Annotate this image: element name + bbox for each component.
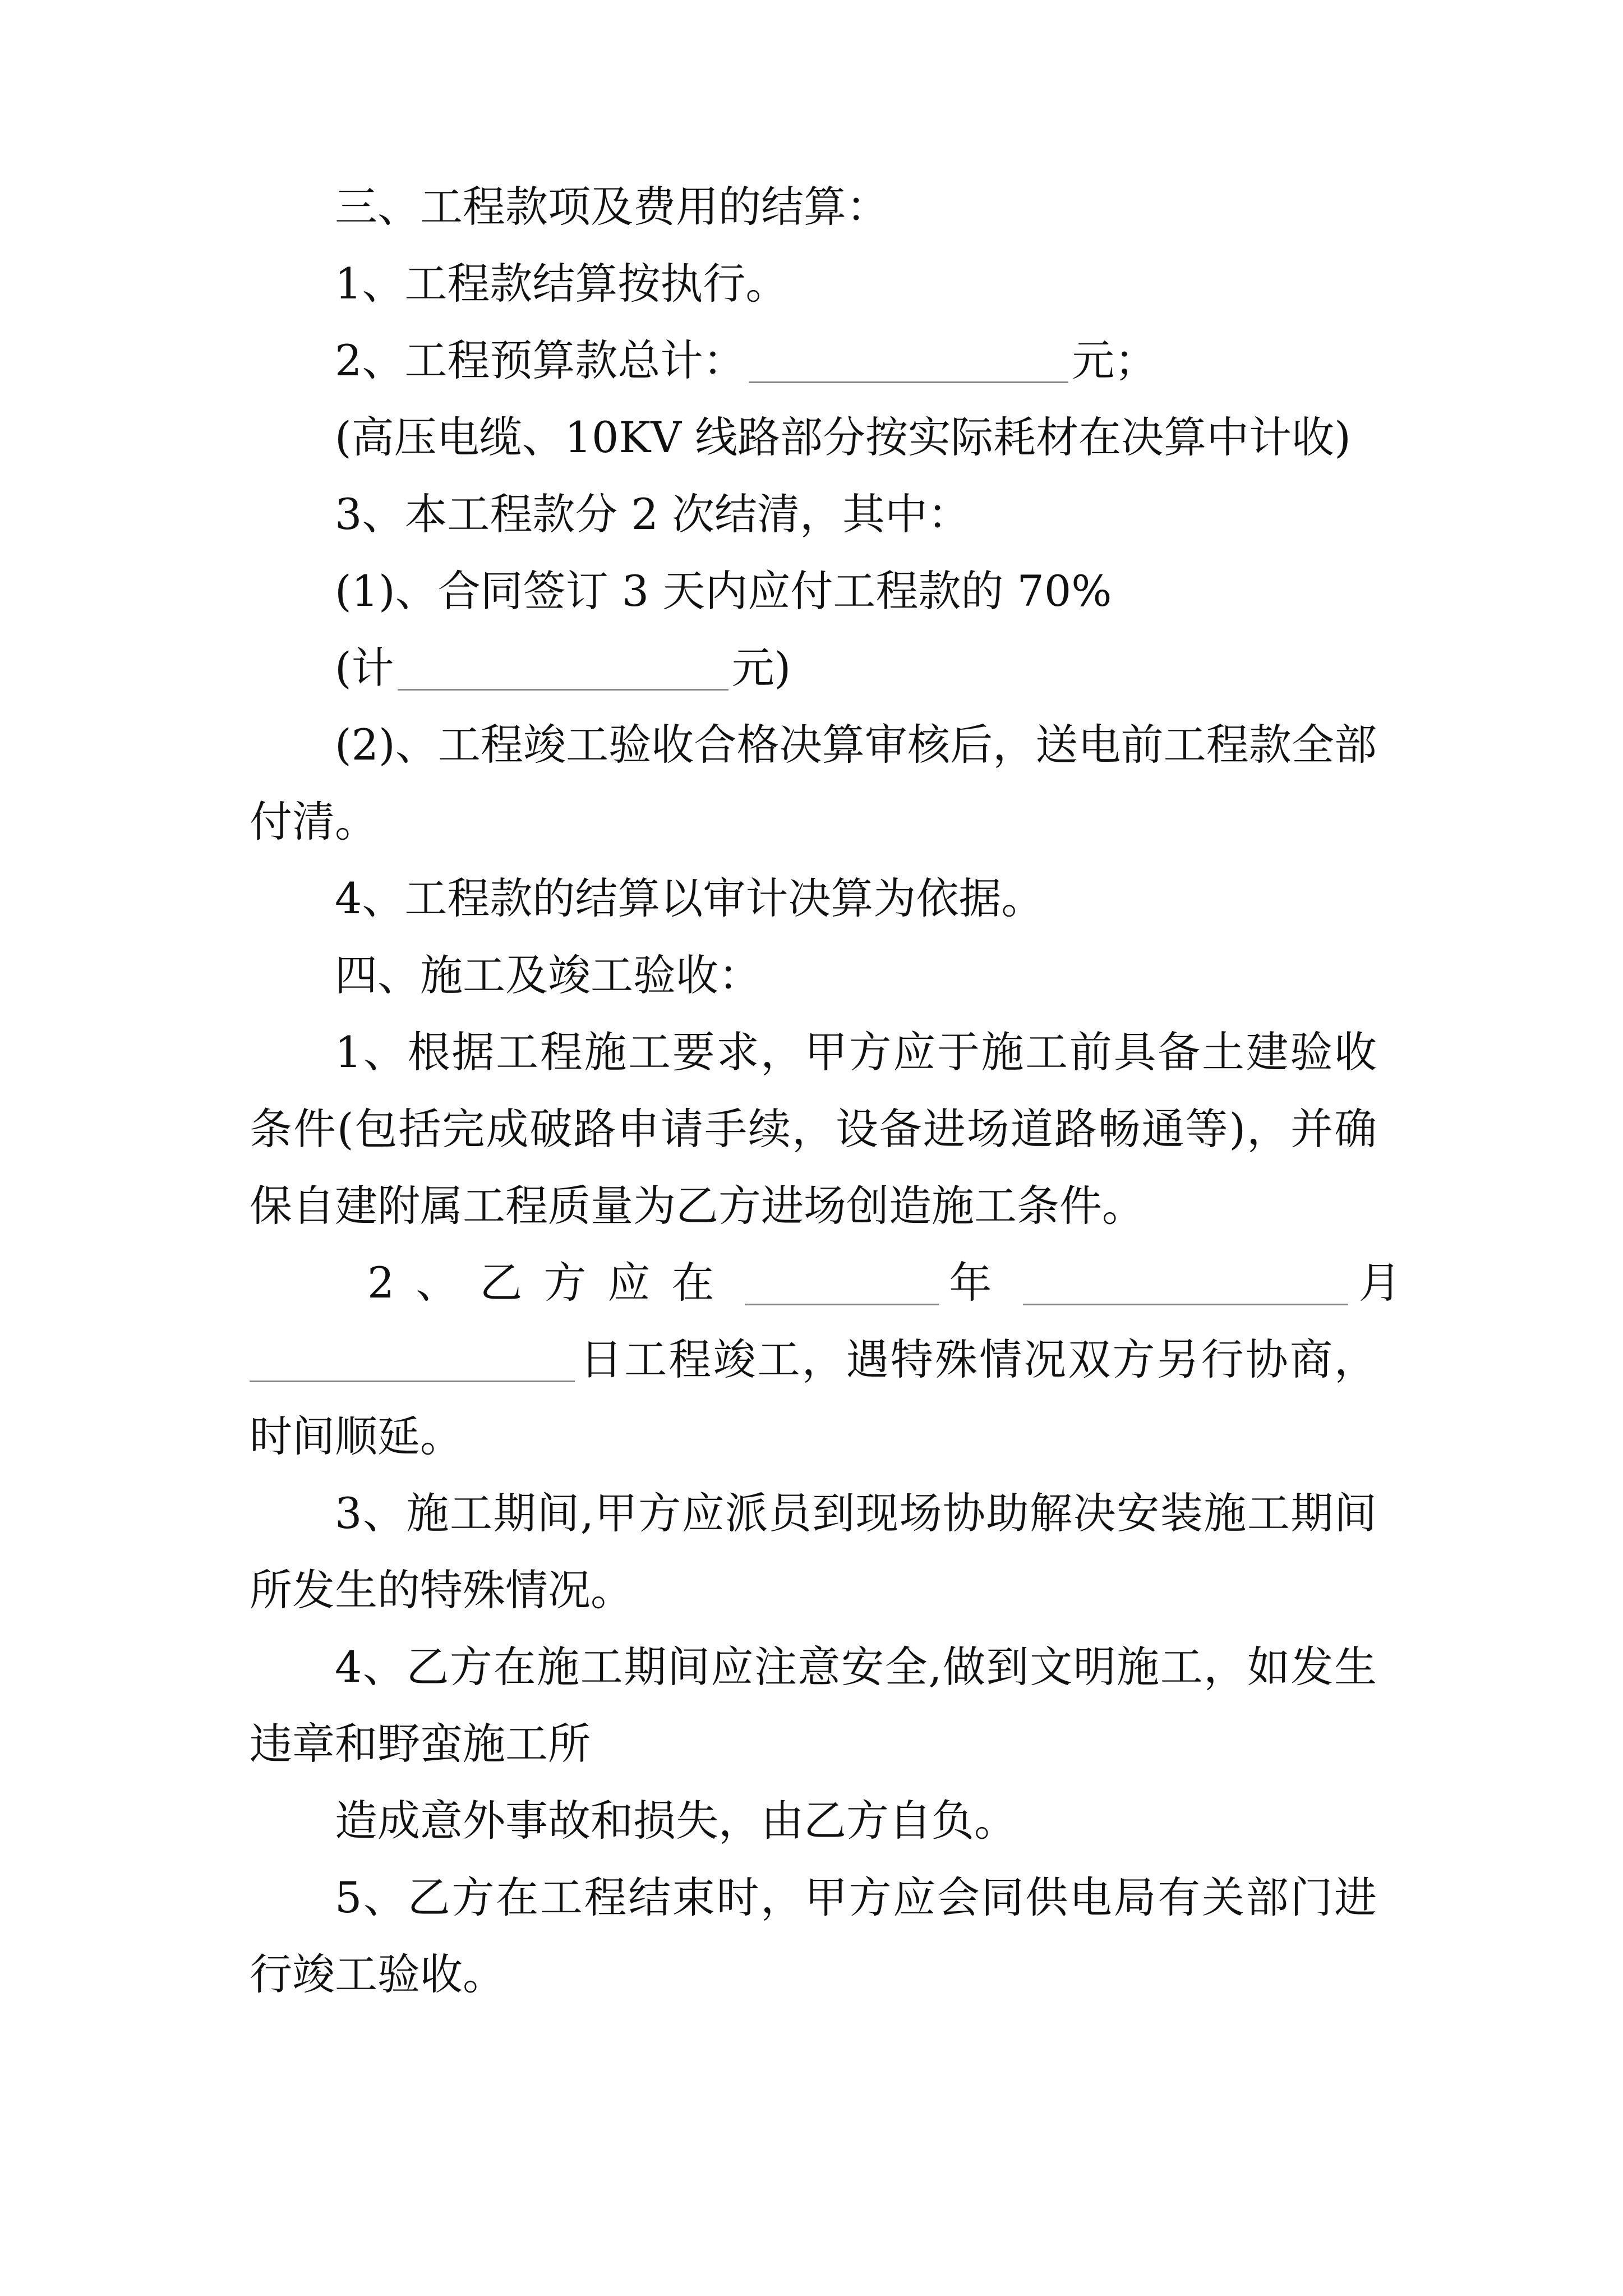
clause-budget-note: (高压电缆、10KV 线路部分按实际耗材在决算中计收) <box>335 412 1351 462</box>
first-payment-unit: 元) <box>731 643 791 693</box>
first-payment-label: (计 <box>335 643 394 693</box>
clause-budget-total <box>250 322 1377 399</box>
clause-payment-installments: 3、本工程款分 2 次结清，其中： <box>335 489 971 539</box>
completion-month-blank <box>1023 1303 1348 1305</box>
clause-audit-basis: 4、工程款的结算以审计决算为依据。 <box>335 873 1044 923</box>
first-payment-blank <box>398 688 728 691</box>
clause-first-payment: (1)、合同签订 3 天内应付工程款的 70% <box>335 566 1112 616</box>
clause-safety-liability: 造成意外事故和损失，由乙方自负。 <box>335 1796 1017 1846</box>
clause-completion-date-continued <box>250 1321 1377 1475</box>
completion-day-blank <box>250 1380 575 1382</box>
clause-second-payment: (2)、工程竣工验收合格决算审核后，送电前工程款全部付清。 <box>250 720 1377 846</box>
completion-month-label: 月 <box>1358 1258 1423 1308</box>
clause-final-acceptance: 5、乙方在工程结束时，甲方应会同供电局有关部门进行竣工验收。 <box>250 1872 1377 1999</box>
section-heading-settlement: 三、工程款项及费用的结算： <box>335 182 889 232</box>
clause-settlement-basis: 1、工程款结算按执行。 <box>335 259 789 309</box>
completion-date-label: 2、乙方应在 <box>367 1258 736 1308</box>
completion-day-text: 日工程竣工，遇特殊情况双方另行协商，时间顺延。 <box>250 1335 1377 1461</box>
contract-text <box>250 168 1423 2013</box>
budget-amount-blank <box>749 381 1068 383</box>
clause-budget-label: 2、工程预算款总计： <box>335 335 746 385</box>
completion-year-label: 年 <box>949 1258 1013 1308</box>
clause-completion-date <box>250 1244 1423 1321</box>
clause-site-assistance: 3、施工期间,甲方应派员到现场协助解决安装施工期间所发生的特殊情况。 <box>250 1488 1377 1615</box>
section-heading-construction: 四、施工及竣工验收： <box>335 950 761 1000</box>
clause-site-conditions: 1、根据工程施工要求，甲方应于施工前具备土建验收条件(包括完成破路申请手续，设备进场道路畅通等)，并确保自建附属工程质量为乙方进场创造施工条件。 <box>250 1027 1377 1231</box>
clause-first-payment-amount <box>250 629 1377 706</box>
clause-safety: 4、乙方在施工期间应注意安全,做到文明施工，如发生违章和野蛮施工所 <box>250 1642 1377 1769</box>
completion-year-blank <box>745 1303 939 1305</box>
clause-budget-unit: 元； <box>1072 335 1158 385</box>
